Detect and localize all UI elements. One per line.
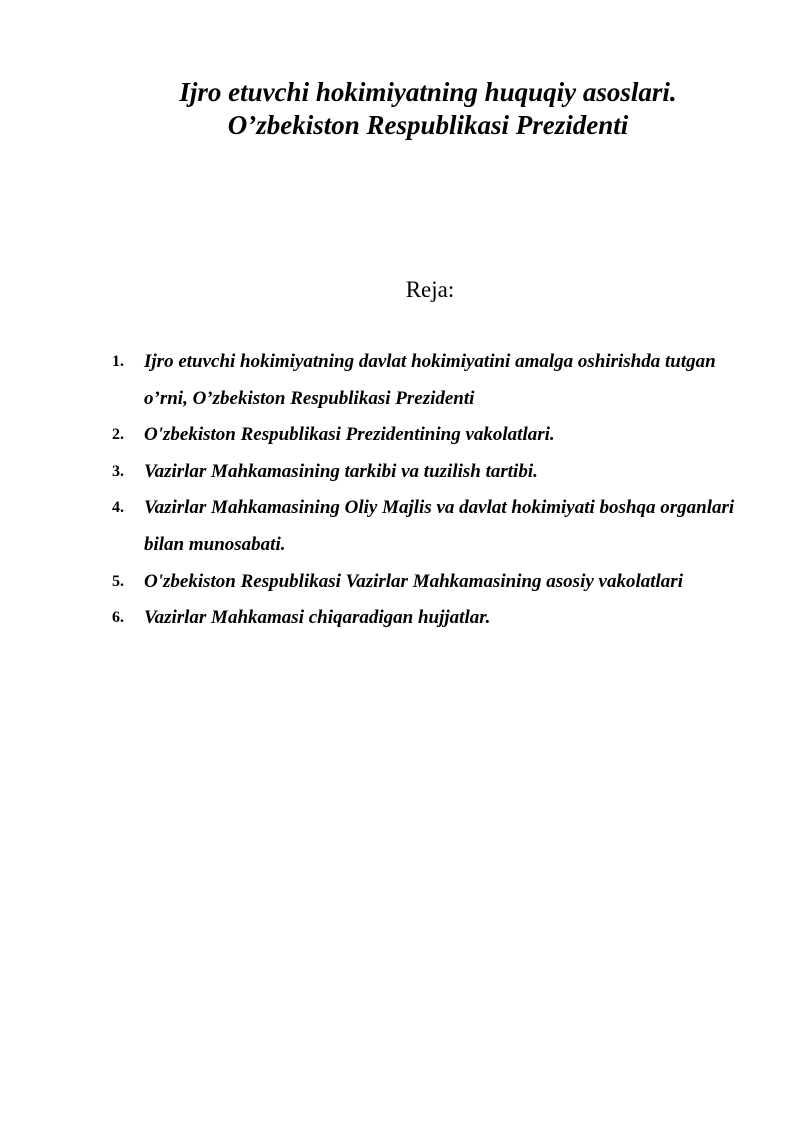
list-item-text: Vazirlar Mahkamasining Oliy Majlis va davlat hokimiyati boshqa organlari bilan munosabati. [144, 497, 735, 555]
list-item [112, 344, 752, 417]
list-item [112, 417, 752, 454]
list-item [112, 564, 752, 601]
list-item-number: 6. [112, 609, 124, 627]
list-item [112, 600, 752, 637]
plan-heading: Reja: [405, 277, 455, 302]
list-item-number: 1. [112, 353, 124, 370]
document-title [100, 76, 756, 142]
list-item-text: Vazirlar Mahkamasining tarkibi va tuzilish tartibi. [144, 460, 538, 482]
list-item [112, 490, 752, 563]
list-item-text: O'zbekiston Respublikasi Vazirlar Mahkamasining asosiy vakolatlari [144, 570, 683, 592]
title-line-1: Ijro etuvchi hokimiyatning huquqiy asoslari. [179, 77, 677, 107]
plan-list [112, 344, 752, 637]
title-line-2: O’zbekiston Respublikasi Prezidenti [227, 110, 629, 140]
list-item [112, 454, 752, 491]
list-item-text: O'zbekiston Respublikasi Prezidentining vakolatlari. [144, 424, 555, 446]
list-item-number: 4. [112, 499, 124, 517]
list-item-text: Vazirlar Mahkamasi chiqaradigan hujjatlar. [144, 607, 491, 629]
list-item-number: 5. [112, 572, 124, 590]
list-item-number: 2. [112, 426, 124, 444]
list-item-number: 3. [112, 462, 124, 480]
list-item-text: Ijro etuvchi hokimiyatning davlat hokimiyatini amalga oshirishda tutgan o’rni, O’zbekiston Respublikasi Prezidenti [144, 351, 716, 409]
